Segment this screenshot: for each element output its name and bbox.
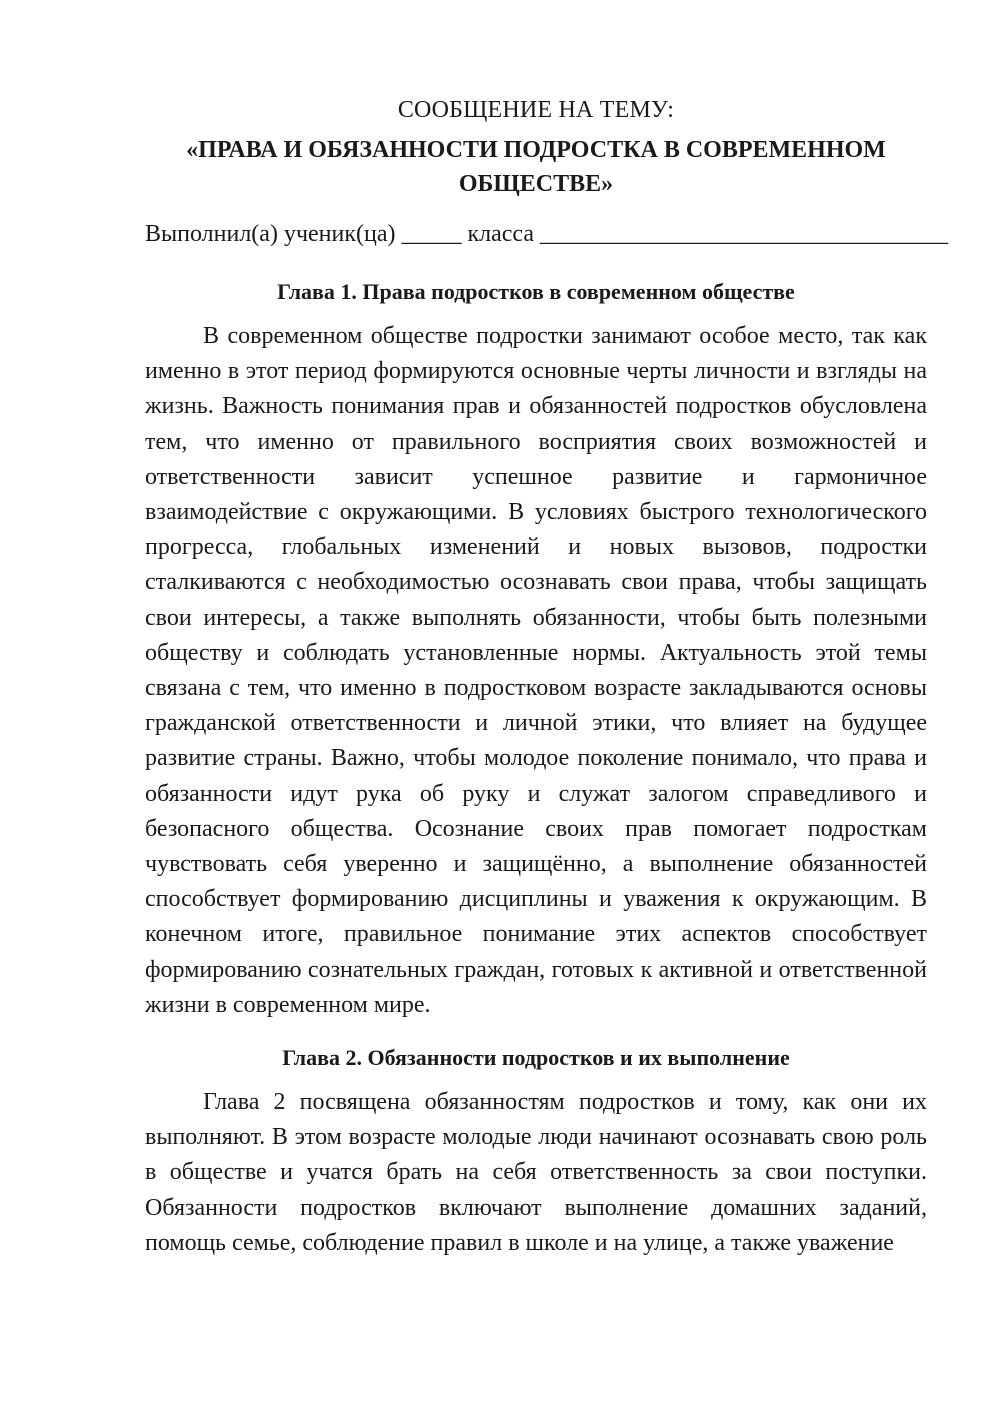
chapter-1-title: Глава 1. Права подростков в современном обществе — [277, 279, 795, 304]
chapter-1 — [145, 275, 927, 1023]
chapter-2-paragraph: Глава 2 посвящена обязанностям подростков и тому, как они их выполняют. В этом возрасте молодые люди начинают осознавать свою роль в обществе и учатся брать на себя ответственность за свои поступки. Обязанности подростков включают выполнение домашних заданий, помощь семье, соблюдение правил в школе и на улице, а также уважение — [145, 1089, 927, 1256]
chapter-2-title: Глава 2. Обязанности подростков и их выполнение — [282, 1045, 790, 1071]
performer-line: Выполнил(а) ученик(ца) _____ класса __________________________________ — [145, 221, 949, 247]
chapter-1-paragraph: В современном обществе подростки занимают особое место, так как именно в этот период формируются основные черты личности и взгляды на жизнь. Важность понимания прав и обязанностей подростков обусловлена тем, что именно от правильного восприятия своих возможностей и ответственности зависит успешное развитие и гармоничное взаимодействие с окружающими. В условиях быстрого технологического прогресса, глобальных изменений и новых вызовов, подростки сталкиваются с необходимостью осознавать свои права, чтобы защищать свои интересы, а также выполнять обязанности, чтобы быть полезными обществу и соблюдать установленные нормы. Актуальность этой темы связана с тем, что именно в подростковом возрасте закладываются основы гражданской ответственности и личной этики, что влияет на будущее развитие страны. Важно, чтобы молодое поколение понимало, что права и обязанности идут рука об руку и служат залогом справедливого и безопасного общества. Осознание своих прав помогает подросткам чувствовать себя уверенно и защищённо, а выполнение обязанностей способствует формированию дисциплины и уважения к окружающим. В конечном итоге, правильное понимание этих аспектов способствует формированию сознательных граждан, готовых к активной и ответственной жизни в современном мире. — [145, 323, 927, 1018]
document-title: «ПРАВА И ОБЯЗАННОСТИ ПОДРОСТКА В СОВРЕМЕННОМ ОБЩЕСТВЕ» — [186, 137, 886, 197]
chapter-2 — [145, 1041, 927, 1261]
document-page — [145, 93, 949, 1279]
document-pre-title: СООБЩЕНИЕ НА ТЕМУ: — [397, 97, 675, 123]
